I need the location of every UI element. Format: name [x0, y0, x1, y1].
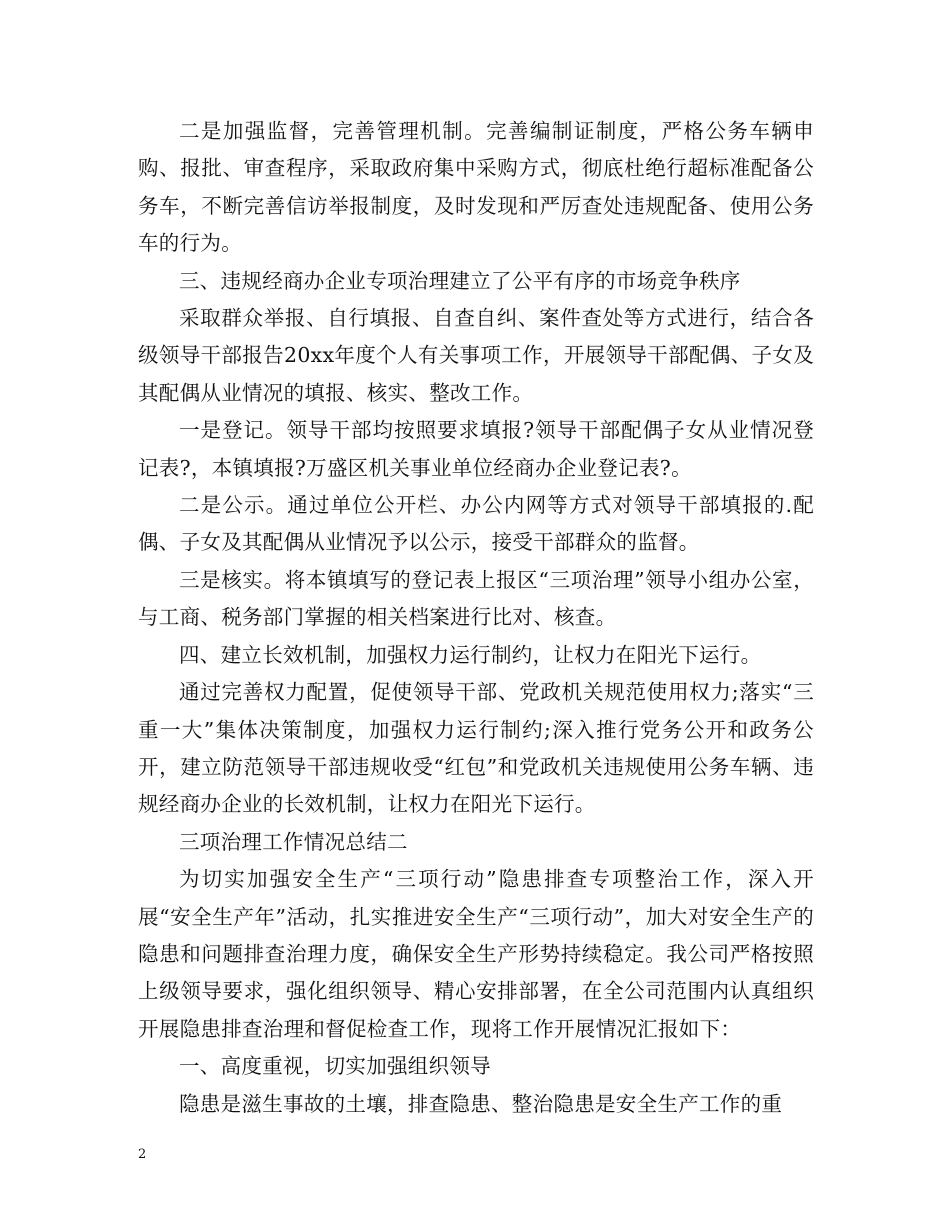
heading-business-governance: 三、违规经商办企业专项治理建立了公平有序的市场竞争秩序 — [179, 268, 741, 293]
document-body — [138, 113, 814, 1123]
heading-long-term-mechanism: 四、建立长效机制，加强权力运行制约，让权力在阳光下运行。 — [179, 642, 762, 667]
paragraph-reporting-methods: 采取群众举报、自行填报、自查自纠、案件查处等方式进行，结合各级领导干部报告20xx年度个人有关事项工作，开展领导干部配偶、子女及其配偶从业情况的填报、核实、整改工作。 — [138, 306, 814, 405]
paragraph-power-configuration: 通过完善权力配置，促使领导干部、党政机关规范使用权力;落实“三重一大”集体决策制度，加强权力运行制约;深入推行党务公开和政务公开，建立防范领导干部违规收受“红包”和党政机关违规使用公务车辆、违规经商办企业的长效机制，让权力在阳光下运行。 — [138, 680, 814, 817]
paragraph-publicity: 二是公示。通过单位公开栏、办公内网等方式对领导干部填报的.配偶、子女及其配偶从业情况予以公示，接受干部群众的监督。 — [138, 493, 814, 555]
paragraph-hidden-dangers: 隐患是滋生事故的土壤，排查隐患、整治隐患是安全生产工作的重 — [179, 1091, 783, 1116]
paragraph-safety-actions: 为切实加强安全生产“三项行动”隐患排查专项整治工作，深入开展“安全生产年”活动，扎实推进安全生产“三项行动”，加大对安全生产的隐患和问题排查治理力度，确保安全生产形势持续稳定。我公司严格按照上级领导要求，强化组织领导、精心安排部署，在全公司范围内认真组织开展隐患排查治理和督促检查工作，现将工作开展情况汇报如下： — [138, 867, 814, 1041]
page-number: 2 — [138, 1147, 147, 1162]
paragraph-supervision: 二是加强监督，完善管理机制。完善编制证制度，严格公务车辆申购、报批、审查程序，采取政府集中采购方式，彻底杜绝行超标准配备公务车，不断完善信访举报制度，及时发现和严厉查处违规配备、使用公务车的行为。 — [138, 119, 814, 256]
paragraph-verification: 三是核实。将本镇填写的登记表上报区“三项治理”领导小组办公室，与工商、税务部门掌握的相关档案进行比对、核查。 — [138, 567, 814, 630]
heading-organization-leadership: 一、高度重视，切实加强组织领导 — [179, 1054, 491, 1079]
paragraph-registration: 一是登记。领导干部均按照要求填报?领导干部配偶子女从业情况登记表?，本镇填报?万盛区机关事业单位经商办企业登记表?。 — [138, 418, 814, 480]
section-title-summary-two: 三项治理工作情况总结二 — [179, 829, 408, 854]
